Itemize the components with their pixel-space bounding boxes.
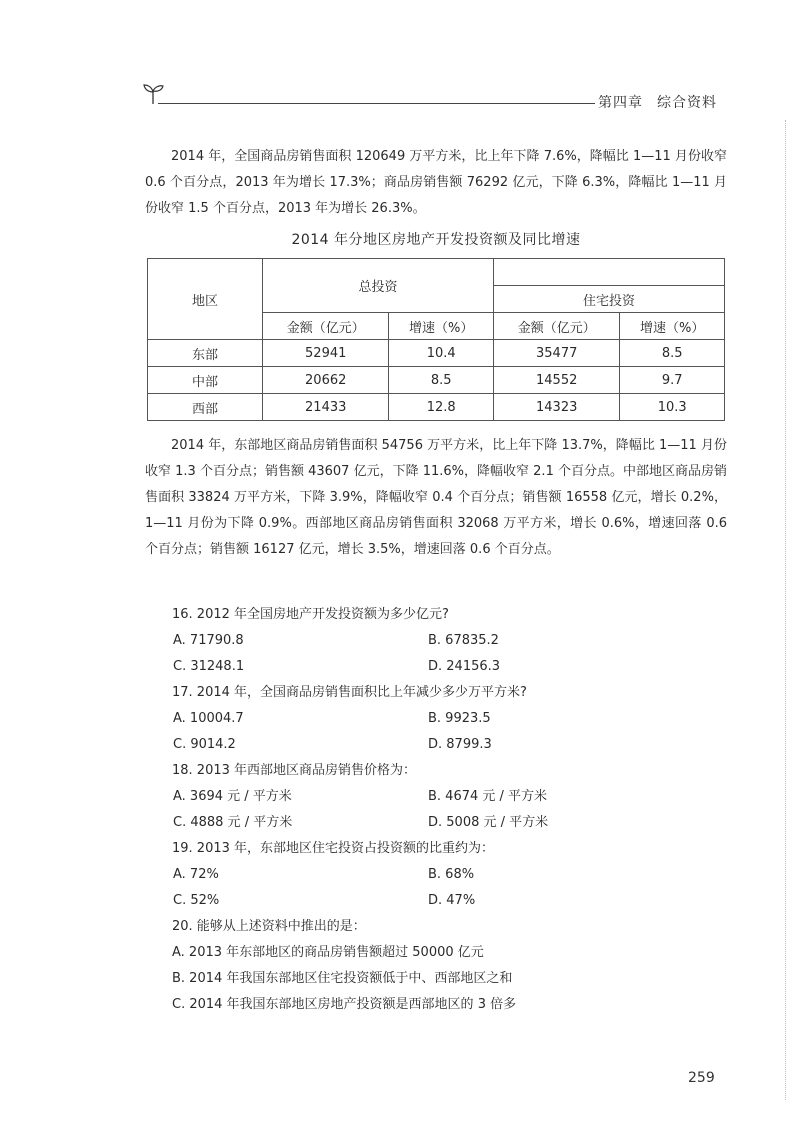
question-stem: 17. 2014 年，全国商品房销售面积比上年减少多少万平方米? xyxy=(172,685,527,700)
question-stem: 18. 2013 年西部地区商品房销售价格为： xyxy=(172,763,417,778)
question-list xyxy=(173,602,733,1018)
question-stem: 20. 能够从上述资料中推出的是： xyxy=(172,919,366,934)
option-row xyxy=(173,784,733,810)
total-investment-header: 总投资 xyxy=(263,259,494,313)
option-c: C. 52% xyxy=(173,893,220,908)
option-row xyxy=(173,862,733,888)
scan-edge-artifact xyxy=(785,120,786,1100)
investment-table xyxy=(147,258,725,421)
growth-header: 增速（%） xyxy=(620,313,725,340)
region-header-cell: 地区 xyxy=(148,259,263,340)
option-c: C. 31248.1 xyxy=(173,659,245,674)
residential-growth-cell: 8.5 xyxy=(620,340,725,367)
option-row xyxy=(173,706,733,732)
question-stem: 19. 2013 年，东部地区住宅投资占投资额的比重约为： xyxy=(172,841,495,856)
residential-amount-cell: 14552 xyxy=(493,367,619,394)
option-b: B. 2014 年我国东部地区住宅投资额低于中、西部地区之和 xyxy=(172,971,513,986)
question-stem: 16. 2012 年全国房地产开发投资额为多少亿元? xyxy=(172,607,449,622)
region-cell: 西部 xyxy=(148,394,263,421)
intro-paragraph: 2014 年，全国商品房销售面积 120649 万平方米，比上年下降 7.6%，降幅比 1—11 月份收窄 0.6 个百分点，2013 年为增长 17.3%；商品房销售额 76292 亿元，下降 6.3%，降幅比 1—11 月份收窄 1.5 个百分点，2013 年为增长 26.3%。 xyxy=(145,149,727,216)
option-d: D. 24156.3 xyxy=(428,659,501,674)
option-a: A. 3694 元 / 平方米 xyxy=(173,789,292,804)
residential-growth-cell: 10.3 xyxy=(620,394,725,421)
option-b: B. 68% xyxy=(428,867,475,882)
option-row xyxy=(173,628,733,654)
residential-investment-header: 住宅投资 xyxy=(493,286,724,313)
total-amount-cell: 52941 xyxy=(263,340,389,367)
option-d: D. 5008 元 / 平方米 xyxy=(428,815,549,830)
option-c: C. 9014.2 xyxy=(173,737,236,752)
table-row xyxy=(148,367,725,394)
residential-amount-cell: 14323 xyxy=(493,394,619,421)
amount-header: 金额（亿元） xyxy=(493,313,619,340)
total-growth-cell: 8.5 xyxy=(389,367,494,394)
option-a: A. 71790.8 xyxy=(173,633,244,648)
total-amount-cell: 20662 xyxy=(263,367,389,394)
option-row xyxy=(173,732,733,758)
page-number: 259 xyxy=(688,1070,715,1086)
running-header xyxy=(598,92,717,112)
header-spacer xyxy=(493,259,724,286)
option-row xyxy=(173,810,733,836)
option-row xyxy=(173,888,733,914)
option-row xyxy=(173,654,733,680)
residential-amount-cell: 35477 xyxy=(493,340,619,367)
option-c: C. 2014 年我国东部地区房地产投资额是西部地区的 3 倍多 xyxy=(172,997,517,1012)
total-growth-cell: 10.4 xyxy=(389,340,494,367)
option-a: A. 2013 年东部地区的商品房销售额超过 50000 亿元 xyxy=(172,945,484,960)
option-a: A. 10004.7 xyxy=(173,711,244,726)
option-c: C. 4888 元 / 平方米 xyxy=(173,815,293,830)
option-b: B. 9923.5 xyxy=(428,711,491,726)
option-b: B. 4674 元 / 平方米 xyxy=(428,789,548,804)
growth-header: 增速（%） xyxy=(389,313,494,340)
option-d: D. 47% xyxy=(428,893,476,908)
region-cell: 中部 xyxy=(148,367,263,394)
table-title: 2014 年分地区房地产开发投资额及同比增速 xyxy=(291,232,581,248)
table-row xyxy=(148,394,725,421)
amount-header: 金额（亿元） xyxy=(263,313,389,340)
residential-growth-cell: 9.7 xyxy=(620,367,725,394)
region-cell: 东部 xyxy=(148,340,263,367)
option-d: D. 8799.3 xyxy=(428,737,492,752)
header-rule xyxy=(158,103,595,104)
chapter-label: 第四章 xyxy=(598,95,643,111)
option-b: B. 67835.2 xyxy=(428,633,499,648)
section-label: 综合资料 xyxy=(657,95,717,111)
regional-sales-paragraph: 2014 年，东部地区商品房销售面积 54756 万平方米，比上年下降 13.7%，降幅比 1—11 月份收窄 1.3 个百分点；销售额 43607 亿元，下降 11.6%，降幅收窄 2.1 个百分点。中部地区商品房销售面积 33824 万平方米，下降 3.9%，降幅收窄 0.4 个百分点；销售额 16558 亿元，增长 0.2%，1—11 月份为下降 0.9%。西部地区商品房销售面积 32068 万平方米，增长 0.6%，增速回落 0.6 个百分点；销售额 16127 亿元，增长 3.5%，增速回落 0.6 个百分点。 xyxy=(145,438,727,557)
table-header-row xyxy=(148,259,725,286)
option-a: A. 72% xyxy=(173,867,219,882)
table-row xyxy=(148,340,725,367)
total-amount-cell: 21433 xyxy=(263,394,389,421)
total-growth-cell: 12.8 xyxy=(389,394,494,421)
